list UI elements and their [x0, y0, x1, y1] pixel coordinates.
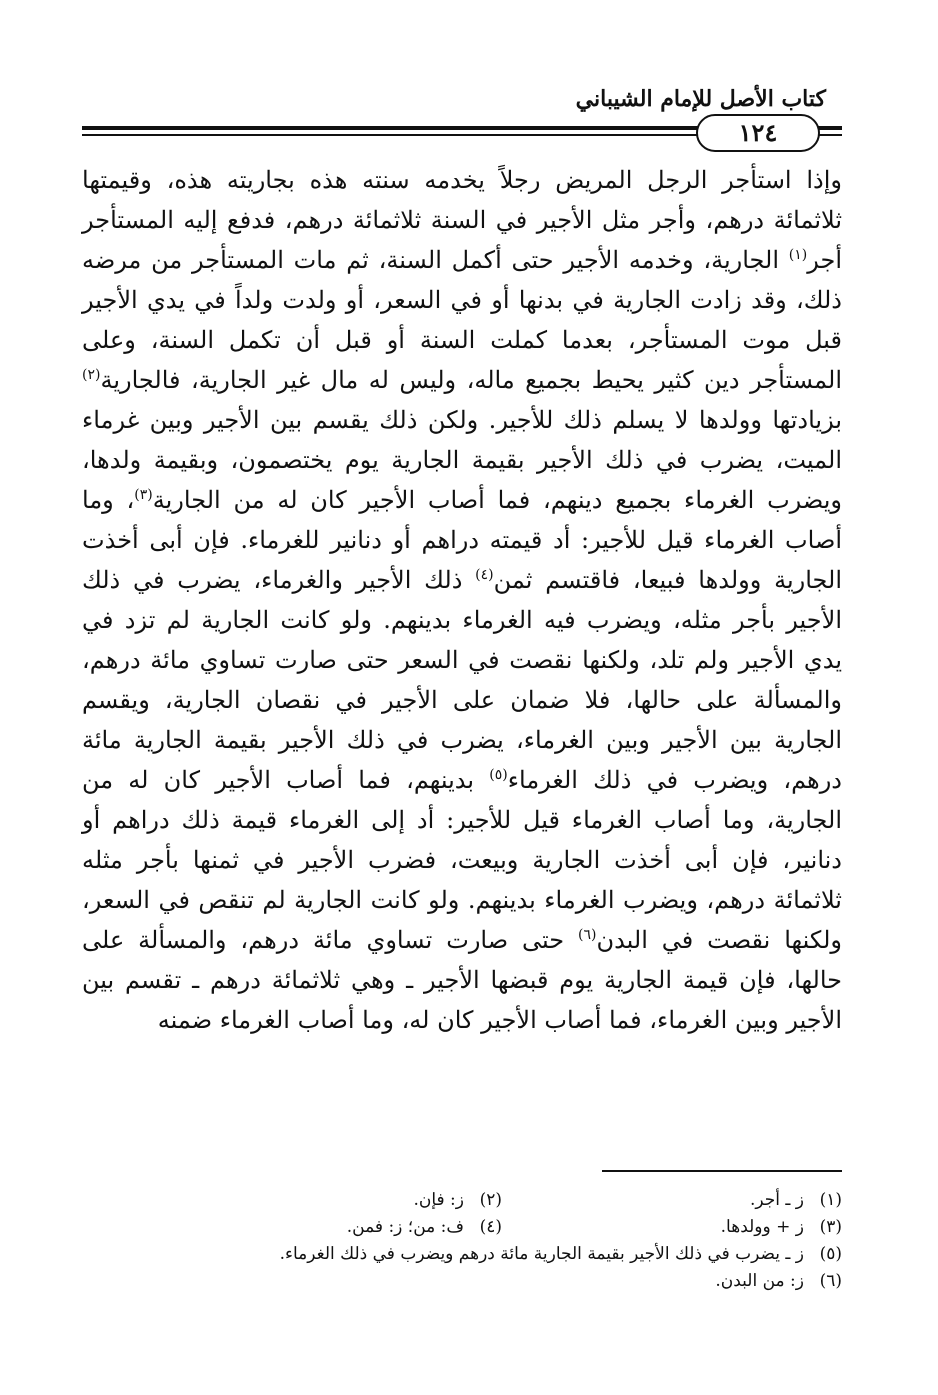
- text-run: ، وما أصاب الغرماء قيل للأجير: أد قيمته دراهم أو دنانير للغرماء. فإن أبى أخذت الجارية وولدها فبيعا، فاقتسم ثمن: [82, 486, 843, 594]
- footnote-number: (٤): [479, 1216, 502, 1237]
- paragraph: [82, 160, 842, 1040]
- footnote-text: ز: فإن.: [413, 1189, 464, 1210]
- text-run: حتى صارت تساوي مائة درهم، والمسألة على حالها، فإن قيمة الجارية يوم قبضها الأجير ـ وهي ثلاثمائة درهم ـ تقسم بين الأجير وبين الغرماء، فما أصاب الأجير كان له، وما أصاب الغرماء ضمنه: [82, 926, 842, 1034]
- text-run: بزيادتها وولدها لا يسلم ذلك للأجير. ولكن ذلك يقسم بين الأجير وبين غرماء الميت، يضرب في ذلك الأجير بقيمة الجارية يوم يختصمون، وبقيمة ولدها، ويضرب الغرماء بجميع دينهم، فما أصاب الأجير كان له من الجارية: [82, 406, 842, 514]
- main-text: [82, 160, 842, 1040]
- footnote-text: ز: من البدن.: [715, 1270, 804, 1291]
- text-run: بدينهم، فما أصاب الأجير كان له من الجارية، وما أصاب الغرماء قيل للأجير: أد إلى الغرماء قيمة ذلك دراهم أو دنانير، فإن أبى أخذت الجارية وبيعت، فضرب الأجير في ثمنها بأجر مثله ثلاثمائة درهم، ويضرب الغرماء بدينهم. ولو كانت الجارية لم تنقص في السعر، ولكنها نقصت في البدن: [82, 766, 843, 954]
- footnote-text: ز ـ أجر.: [749, 1189, 804, 1210]
- footnote-number: (٣): [819, 1216, 842, 1237]
- footnote-number: (٥): [819, 1243, 842, 1264]
- footnote: [162, 1217, 502, 1237]
- footnote-text: ز + وولدها.: [720, 1216, 804, 1237]
- footnote-ref: (٢): [82, 367, 101, 383]
- footnote-ref: (٤): [475, 567, 494, 583]
- footnote-number: (٢): [479, 1189, 502, 1210]
- footnote: [502, 1217, 842, 1237]
- footnote-number: (١): [819, 1189, 842, 1210]
- text-run: وإذا استأجر الرجل المريض رجلاً يخدمه سنته هذه بجاريته هذه، وقيمتها ثلاثمائة درهم، وأجر مثل الأجير في السنة ثلاثمائة درهم، فدفع إليه المستأجر أجر: [82, 166, 842, 274]
- footnote: [280, 1244, 842, 1264]
- footnote: [715, 1271, 842, 1291]
- footnote-ref: (٥): [489, 767, 508, 783]
- footnote-text: ز ـ يضرب في ذلك الأجير بقيمة الجارية مائة درهم ويضرب في ذلك الغرماء.: [279, 1243, 804, 1264]
- footnote-ref: (٦): [577, 927, 597, 943]
- book-title: كتاب الأصل للإمام الشيباني: [575, 86, 826, 112]
- text-run: الجارية، وخدمه الأجير حتى أكمل السنة، ثم مات المستأجر من مرضه ذلك، وقد زادت الجارية في بدنها أو في السعر، أو ولدت ولداً في يدي الأجير قبل موت المستأجر، بعدما كملت السنة أو قبل أن تكمل السنة، وعلى المستأجر دين كثير يحيط بجميع ماله، وليس له مال غير الجارية، فالجارية: [82, 246, 842, 394]
- footnote: [502, 1190, 842, 1210]
- footnote: [162, 1190, 502, 1210]
- page-number: ١٢٤: [696, 114, 820, 152]
- footnote-text: ف: من؛ ز: فمن.: [346, 1216, 464, 1237]
- page-header: [82, 74, 842, 147]
- footnote-ref: (٣): [134, 487, 153, 503]
- text-run: ذلك الأجير والغرماء، يضرب في ذلك الأجير بأجر مثله، ويضرب فيه الغرماء بدينهم. ولو كانت الجارية لم تزد في يدي الأجير ولم تلد، ولكنها نقصت في السعر حتى صارت تساوي مائة درهم، والمسألة على حالها، فلا ضمان على الأجير في نقصان الجارية، ويقسم الجارية بين الأجير وبين الغرماء، يضرب في ذلك الأجير بقيمة الجارية مائة درهم، ويضرب في ذلك الغرماء: [82, 566, 842, 794]
- footnote-number: (٦): [819, 1270, 842, 1291]
- footnote-ref: (١): [788, 247, 808, 263]
- footnote-rule: [602, 1170, 842, 1172]
